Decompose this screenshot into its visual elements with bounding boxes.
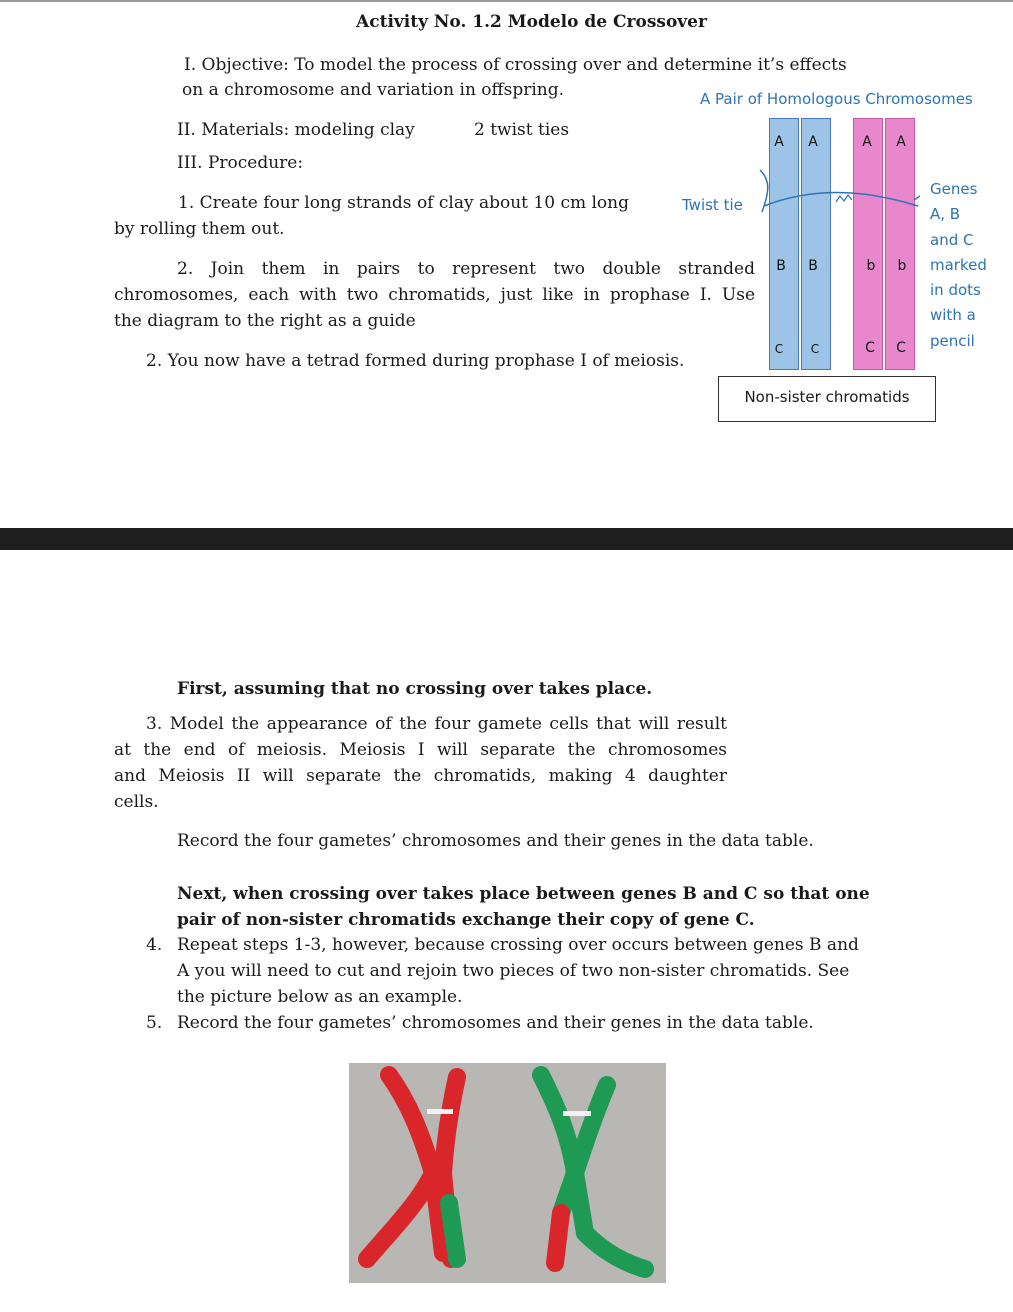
genes-label-3: and C — [930, 231, 974, 249]
step5-number: 5. — [146, 1013, 163, 1033]
step3-line3: and Meiosis II will separate the chromatids, making 4 daughter — [114, 766, 727, 786]
chromatid-3 — [853, 118, 883, 370]
objective-line1: I. Objective: To model the process of crossing over and determine it’s effects — [184, 55, 847, 75]
step4-line2: A you will need to cut and rejoin two pieces of two non-sister chromatids. See — [177, 961, 850, 981]
materials-label: II. Materials: modeling clay — [177, 120, 415, 140]
genes-label-4: marked — [930, 256, 987, 274]
genes-label-6: with a — [930, 306, 976, 324]
clay-strand — [575, 1085, 607, 1173]
step3-line4: cells. — [114, 792, 159, 812]
materials-item2: 2 twist ties — [474, 120, 570, 140]
genes-label-2: A, B — [930, 205, 961, 223]
gene-a-2: A — [808, 134, 818, 150]
genes-label-7: pencil — [930, 332, 975, 350]
top-rule — [0, 0, 1013, 2]
step4-line3: the picture below as an example. — [177, 987, 463, 1007]
twist-tie-label: Twist tie — [682, 196, 743, 214]
step3-line2: at the end of meiosis. Meiosis I will separate the chromosomes — [114, 740, 727, 760]
chromatid-4 — [885, 118, 915, 370]
gene-c-3: C — [865, 340, 875, 356]
gene-a-3: A — [862, 134, 872, 150]
chromatid-2 — [801, 118, 831, 370]
gene-b-1: B — [776, 258, 786, 274]
page-separator-band — [0, 528, 1013, 550]
diagram-title: A Pair of Homologous Chromosomes — [700, 90, 973, 108]
step2b: 2. You now have a tetrad formed during prophase I of meiosis. — [146, 351, 685, 371]
heading-crossover-line2: pair of non-sister chromatids exchange their copy of gene C. — [177, 910, 755, 930]
step1-line2: by rolling them out. — [114, 219, 285, 239]
record-instruction-1: Record the four gametes’ chromosomes and their genes in the data table. — [177, 831, 814, 851]
activity-title: Activity No. 1.2 Modelo de Crossover — [356, 12, 707, 32]
step2-line1: 2. Join them in pairs to represent two double stranded — [177, 259, 755, 279]
gene-a-4: A — [896, 134, 906, 150]
gene-c-1: C — [774, 342, 784, 356]
gene-c-2: C — [810, 342, 820, 356]
clay-chromosome-photo — [349, 1063, 666, 1283]
gene-b-4: b — [897, 258, 907, 274]
step3-line1: 3. Model the appearance of the four gamete cells that will result — [146, 714, 727, 734]
step4-line1: Repeat steps 1-3, however, because crossing over occurs between genes B and — [177, 935, 859, 955]
step5-text: Record the four gametes’ chromosomes and their genes in the data table. — [177, 1013, 814, 1033]
twist-tie — [427, 1109, 453, 1114]
clay-strand — [585, 1233, 645, 1269]
chromatid-1 — [769, 118, 799, 370]
gene-a-1: A — [774, 134, 784, 150]
non-sister-chromatids-box: Non-sister chromatids — [718, 376, 936, 422]
objective-line2: on a chromosome and variation in offspring. — [182, 80, 565, 100]
genes-label-5: in dots — [930, 281, 981, 299]
clay-strand — [555, 1213, 561, 1263]
gene-b-2: B — [808, 258, 818, 274]
step1-line1: 1. Create four long strands of clay about 10 cm long — [178, 193, 629, 213]
heading-no-crossover: First, assuming that no crossing over takes place. — [177, 679, 653, 699]
gene-b-3: b — [866, 258, 876, 274]
twist-tie-drawing — [750, 160, 930, 220]
step2-line3: the diagram to the right as a guide — [114, 311, 416, 331]
heading-crossover-line1: Next, when crossing over takes place between genes B and C so that one — [177, 884, 870, 904]
step2-line2: chromosomes, each with two chromatids, just like in prophase I. Use — [114, 285, 755, 305]
gene-c-4: C — [896, 340, 906, 356]
clay-strand — [449, 1203, 457, 1259]
step4-number: 4. — [146, 935, 163, 955]
procedure-heading: III. Procedure: — [177, 153, 304, 173]
clay-strand — [367, 1173, 433, 1259]
genes-label-1: Genes — [930, 180, 978, 198]
twist-tie — [563, 1111, 591, 1116]
